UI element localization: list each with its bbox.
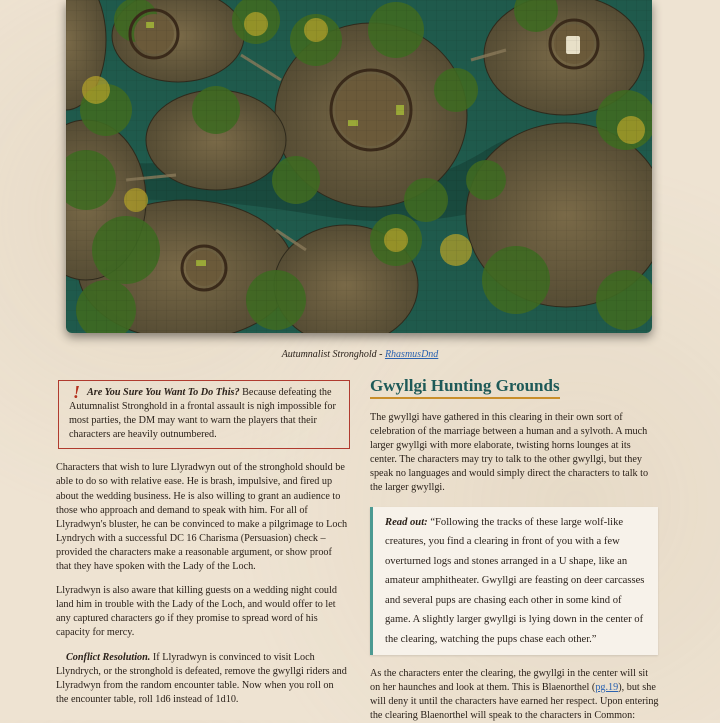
conflict-resolution-body: If Llyradwyn is convinced to visit Loch Llyndrych, or the stronghold is defeated, remove the gwyllgi riders and Llyradwyn from the random encounter table. Now when you roll on the encounter table, roll 1d6 instead of 1d10.	[56, 651, 347, 705]
battle-map-image	[66, 0, 652, 333]
right-column	[370, 376, 660, 723]
read-out-text	[385, 513, 648, 650]
section-heading: Gwyllgi Hunting Grounds	[370, 376, 560, 399]
warning-title: Are You Sure You Want To Do This?	[87, 387, 240, 398]
warning-box	[58, 380, 350, 449]
paragraph-wedding-mercy: Llyradwyn is also aware that killing guests on a wedding night could land him in trouble with the Lady of the Loch, and would offer to let any captured characters go if they promise to spread word of his capacity for mercy.	[56, 585, 337, 639]
warning-body: Because defeating the Autumnalist Stronghold in a frontal assault is nigh impossible for most parties, the DM may want to warn the players that their characters are heavily outnumbered.	[69, 387, 336, 441]
paragraph-intro: The gwyllgi have gathered in this clearing in their own sort of celebration of the marriage between a human and a sylvoth. A much larger gwyllgi with more elaborate, twisting horns lounges at its center. The characters may try to talk to the other gwyllgi, but they speak no languages and would simply direct the characters to talk to the larger gwyllgi.	[370, 412, 649, 494]
read-out-box	[370, 507, 658, 656]
caption-text: Autumnalist Stronghold -	[281, 349, 385, 360]
left-column	[56, 380, 348, 707]
exclamation-icon: !	[73, 382, 81, 402]
paragraph-conflict-resolution	[56, 651, 348, 707]
warning-text	[69, 386, 341, 442]
blaenorthel-text-1: As the characters enter the clearing, the gwyllgi in the center will sit on her haunches and look at them. This is Blaenorthel (	[370, 668, 649, 694]
read-out-label: Read out:	[385, 516, 428, 528]
page-reference-link[interactable]: pg.19	[595, 682, 619, 694]
conflict-resolution-label: Conflict Resolution.	[66, 651, 151, 663]
caption-credit-link[interactable]: RhasmusDnd	[384, 349, 439, 360]
paragraph-lure-llyradwyn: Characters that wish to lure Llyradwyn out of the stronghold should be able to do so with relative ease. He is brash, impulsive, and fired up about the wedding business. He is also willing to grant an audience to those who approach and demand to speak with him. For all of Llyradwyn's bluster, he can be convinced to make a pilgrimage to Loch Lyndrych with a successful DC 16 Charisma (Persuasion) check – provided the characters make a reasonable argument, or show proof that they have spoken with the Lady of the Loch.	[56, 462, 348, 573]
read-out-body: “Following the tracks of these large wolf-like creatures, you find a clearing in front of you with a few overturned logs and stones arranged in a U shape, like an amateur amphitheater. Gwyllgi are feasting on deer carcasses and several pups are chasing each other in some kind of game. A slightly larger gwyllgi is lying down in the center of the clearing, watching the pups chase each other.”	[385, 516, 645, 645]
blaenorthel-text-2: ), but she will deny it until the characters have earned her respect. Upon entering the clearing Blaenorthel will speak to the characters in Common:	[370, 682, 659, 722]
paragraph-blaenorthel	[370, 667, 660, 723]
figure-caption	[0, 349, 720, 360]
